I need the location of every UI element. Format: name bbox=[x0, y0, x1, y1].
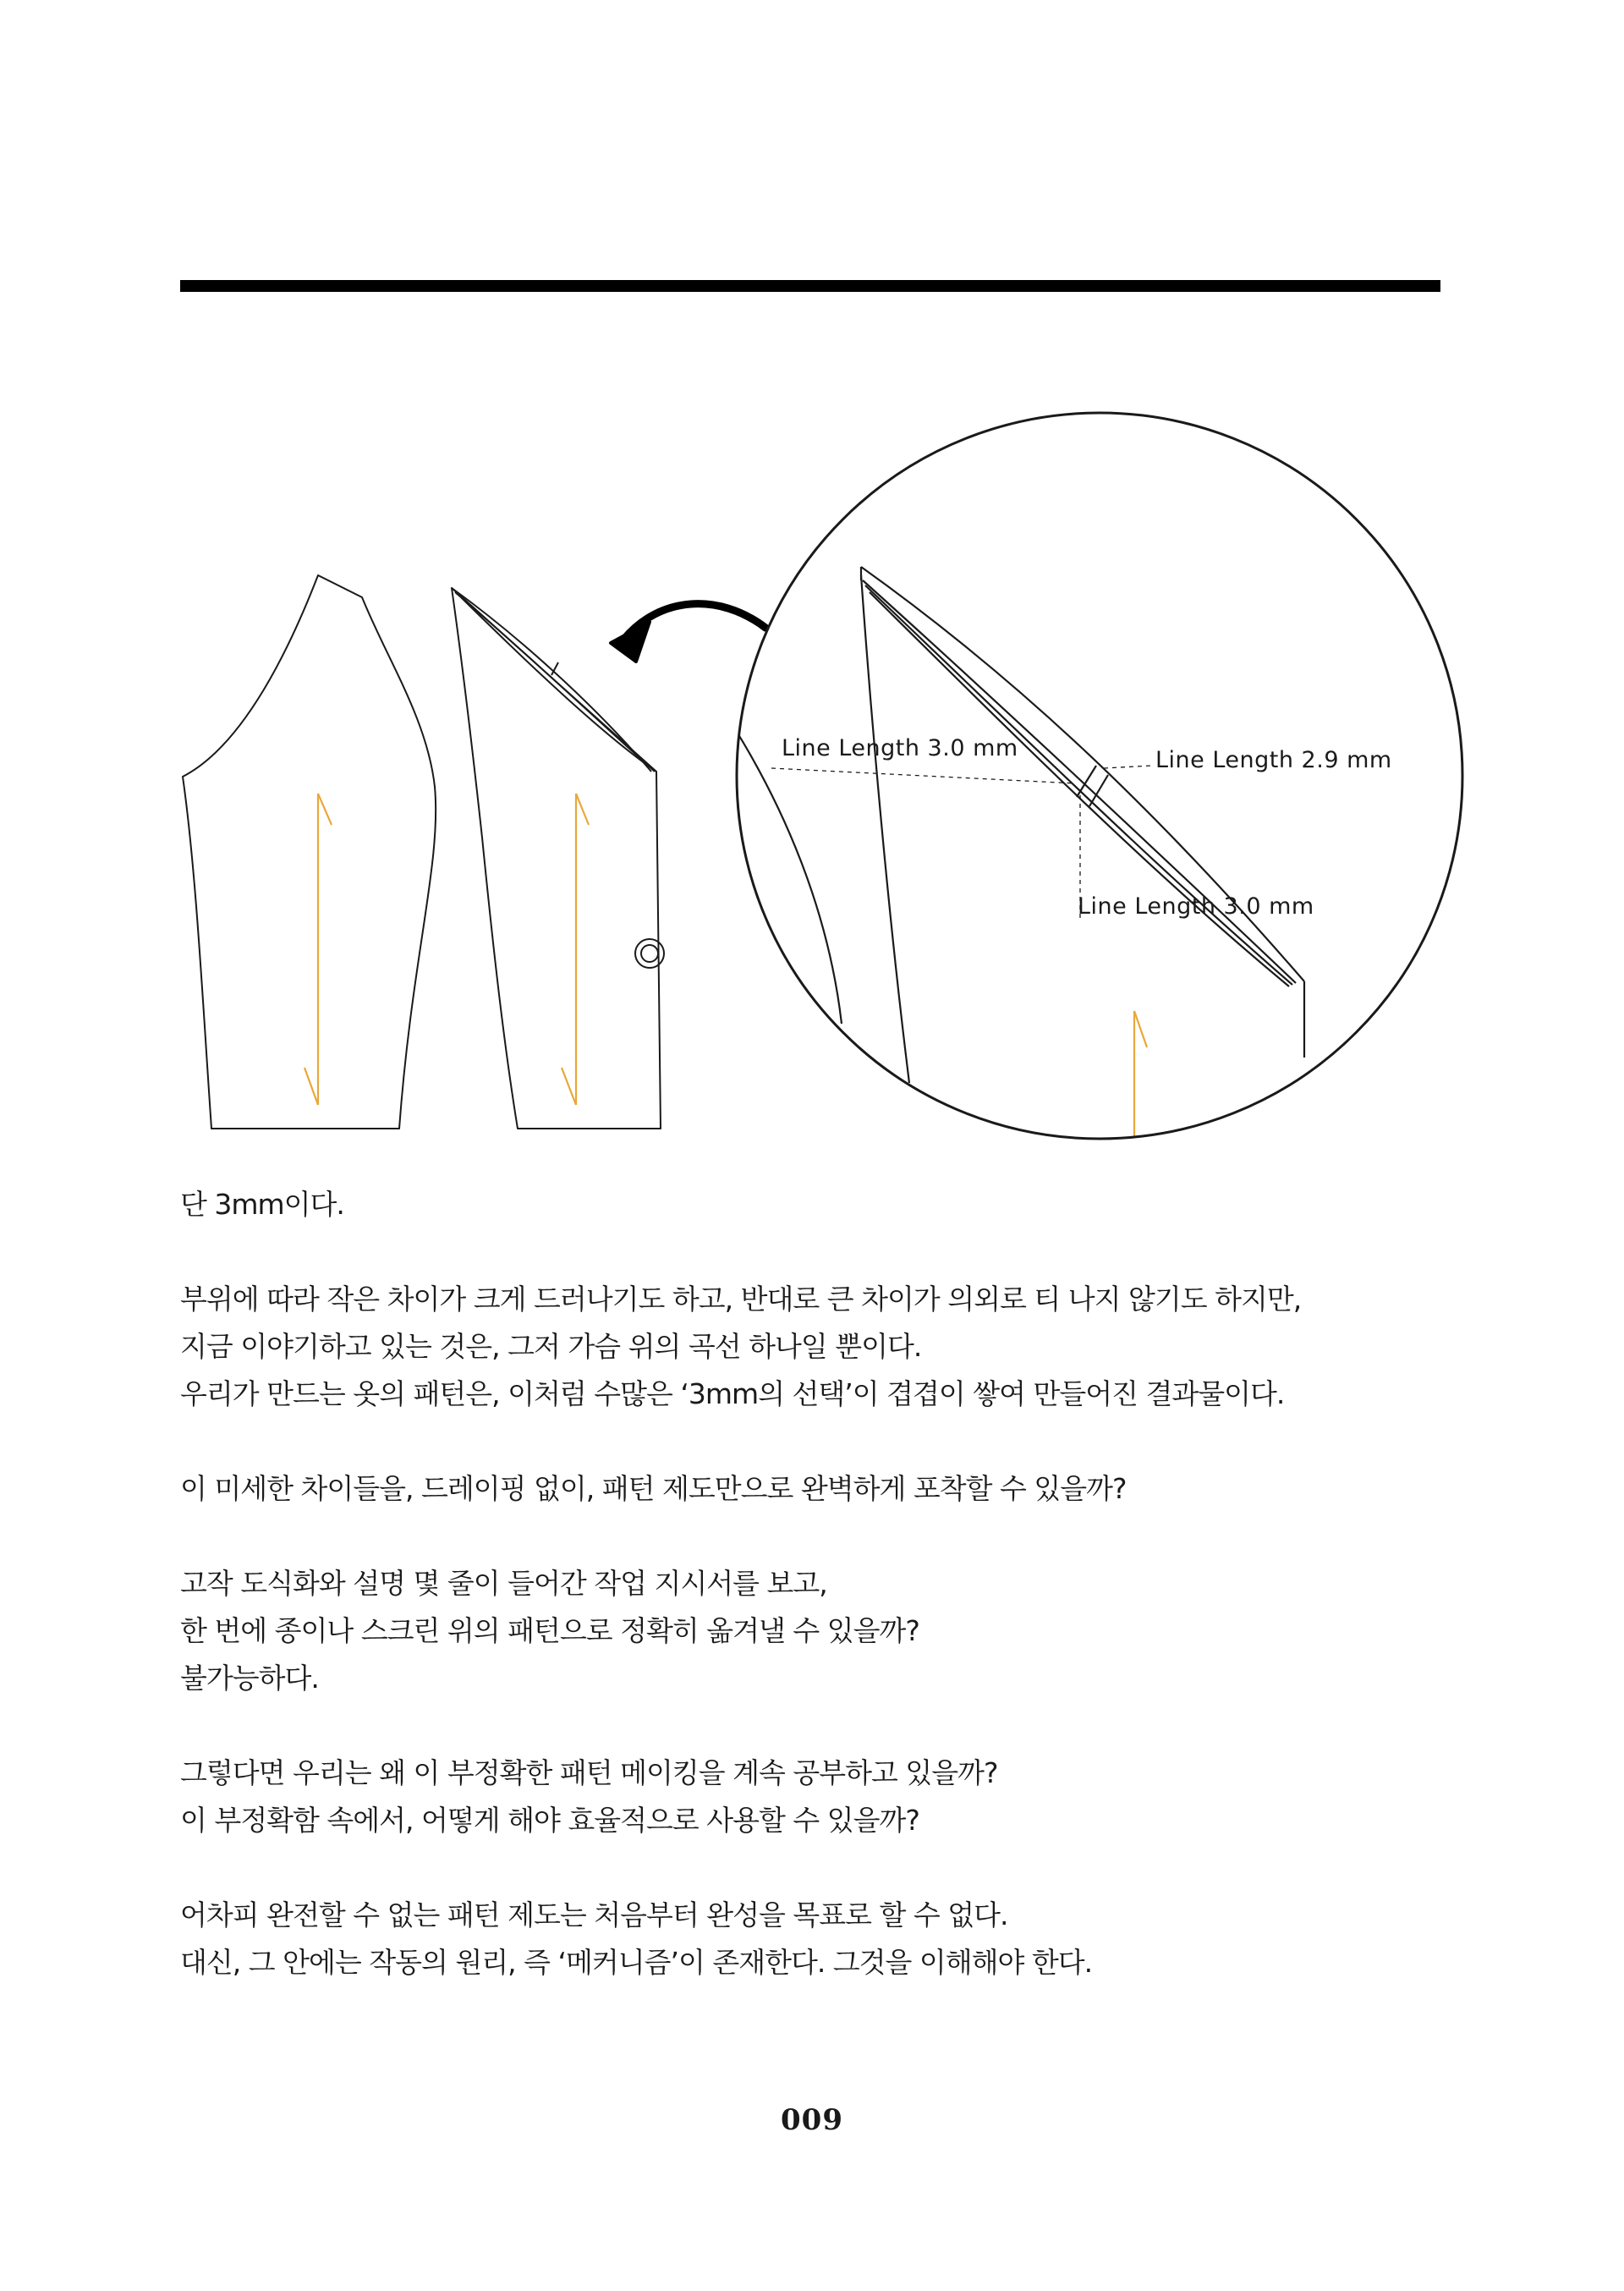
sleeve-piece-outline bbox=[183, 575, 436, 1129]
text-line: 어차피 완전할 수 없는 패턴 제도는 처음부터 완성을 목표로 할 수 없다. bbox=[180, 1898, 1008, 1931]
leader-right bbox=[1104, 766, 1152, 768]
zoom-panel-edge bbox=[861, 575, 909, 1083]
page-number: 009 bbox=[781, 2103, 843, 2137]
buttonhole-inner bbox=[641, 945, 658, 962]
text-line: 단 3mm이다. bbox=[180, 1188, 344, 1221]
text-line: 불가능하다. bbox=[180, 1662, 319, 1695]
paragraph bbox=[180, 1465, 1449, 1513]
text-line: 이 미세한 차이들을, 드레이핑 없이, 패턴 제도만으로 완벽하게 포착할 수 있을까? bbox=[180, 1472, 1127, 1505]
paragraph bbox=[180, 1892, 1449, 1986]
magnifier-circle bbox=[734, 413, 1462, 1139]
text-line: 우리가 만드는 옷의 패턴은, 이처럼 수많은 ‘3mm의 선택’이 겹겹이 쌓여 만들어진 결과물이다. bbox=[180, 1377, 1285, 1410]
text-line: 고작 도식화와 설명 몇 줄이 들어간 작업 지시서를 보고, bbox=[180, 1567, 827, 1600]
paragraph bbox=[180, 1181, 1449, 1228]
text-line: 한 번에 종이나 스크린 위의 패턴으로 정확히 옮겨낼 수 있을까? bbox=[180, 1614, 919, 1647]
front-piece-outline bbox=[452, 588, 661, 1129]
callout-bottom-length: Line Length 3.0 mm bbox=[1078, 893, 1314, 920]
zoom-dart-mid1 bbox=[863, 580, 1296, 983]
buttonhole-outer bbox=[635, 939, 664, 968]
paragraph bbox=[180, 1750, 1449, 1844]
text-line: 지금 이야기하고 있는 것은, 그저 가슴 위의 곡선 하나일 뿐이다. bbox=[180, 1330, 922, 1363]
magnifier-ring bbox=[737, 413, 1462, 1139]
zoom-dart-mid2 bbox=[865, 585, 1292, 985]
text-line: 대신, 그 안에는 작동의 원리, 즉 ‘메커니즘’이 존재한다. 그것을 이해해야 한다. bbox=[180, 1946, 1093, 1979]
callout-left-length: Line Length 3.0 mm bbox=[782, 735, 1018, 761]
text-line: 이 부정확함 속에서, 어떻게 해야 효율적으로 사용할 수 있을까? bbox=[180, 1804, 919, 1837]
paragraph bbox=[180, 1276, 1449, 1418]
text-line: 부위에 따라 작은 차이가 크게 드러나기도 하고, 반대로 큰 차이가 의외로 티 나지 않기도 하지만, bbox=[180, 1283, 1302, 1316]
callout-right-length: Line Length 2.9 mm bbox=[1155, 747, 1392, 773]
grainlines-main bbox=[304, 794, 589, 1105]
front-piece-dart-2 bbox=[455, 592, 655, 772]
text-line: 그렇다면 우리는 왜 이 부정확한 패턴 메이킹을 계속 공부하고 있을까? bbox=[180, 1756, 998, 1789]
body-text bbox=[180, 1181, 1449, 2034]
leader-left bbox=[771, 768, 1075, 783]
paragraph bbox=[180, 1560, 1449, 1702]
sleeve-piece-left bbox=[183, 575, 436, 1129]
